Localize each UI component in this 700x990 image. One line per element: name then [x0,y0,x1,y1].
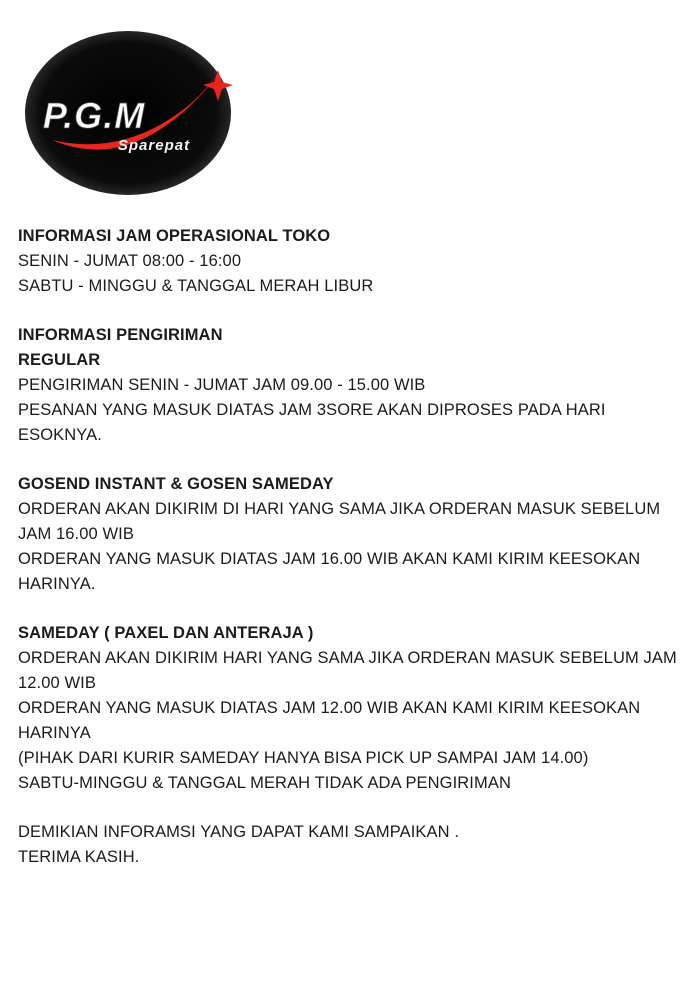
brand-subtext: Sparepat [117,137,191,154]
text-line: PENGIRIMAN SENIN - JUMAT JAM 09.00 - 15.00 WIB [18,376,426,394]
section-subheading: REGULAR [18,351,101,369]
section-gosend [18,472,682,597]
text-line: (PIHAK DARI KURIR SAMEDAY HANYA BISA PICK UP SAMPAI JAM 14.00) [18,749,589,767]
text-line: PESANAN YANG MASUK DIATAS JAM 3SORE AKAN DIPROSES PADA HARI ESOKNYA. [18,401,606,444]
notice-content [0,198,700,870]
section-heading: INFORMASI JAM OPERASIONAL TOKO [18,227,331,245]
text-line: ORDERAN AKAN DIKIRIM HARI YANG SAMA JIKA ORDERAN MASUK SEBELUM JAM 12.00 WIB [18,649,677,692]
section-sameday [18,621,682,796]
text-line: TERIMA KASIH. [18,848,140,866]
section-operational-hours [18,224,682,299]
pgm-logo-graphic [22,28,234,198]
section-shipping-regular [18,323,682,448]
section-closing [18,820,682,870]
text-line: SABTU-MINGGU & TANGGAL MERAH TIDAK ADA PENGIRIMAN [18,774,511,792]
text-line: DEMIKIAN INFORAMSI YANG DAPAT KAMI SAMPAIKAN . [18,823,460,841]
section-heading: GOSEND INSTANT & GOSEN SAMEDAY [18,475,334,493]
section-heading: INFORMASI PENGIRIMAN [18,326,223,344]
section-heading: SAMEDAY ( PAXEL DAN ANTERAJA ) [18,624,314,642]
text-line: ORDERAN AKAN DIKIRIM DI HARI YANG SAMA JIKA ORDERAN MASUK SEBELUM JAM 16.00 WIB [18,500,661,543]
store-logo [22,28,234,198]
text-line: ORDERAN YANG MASUK DIATAS JAM 12.00 WIB AKAN KAMI KIRIM KEESOKAN HARINYA [18,699,641,742]
brand-text: P.G.M [42,95,146,136]
text-line: SENIN - JUMAT 08:00 - 16:00 [18,252,242,270]
text-line: ORDERAN YANG MASUK DIATAS JAM 16.00 WIB AKAN KAMI KIRIM KEESOKAN HARINYA. [18,550,641,593]
text-line: SABTU - MINGGU & TANGGAL MERAH LIBUR [18,277,374,295]
